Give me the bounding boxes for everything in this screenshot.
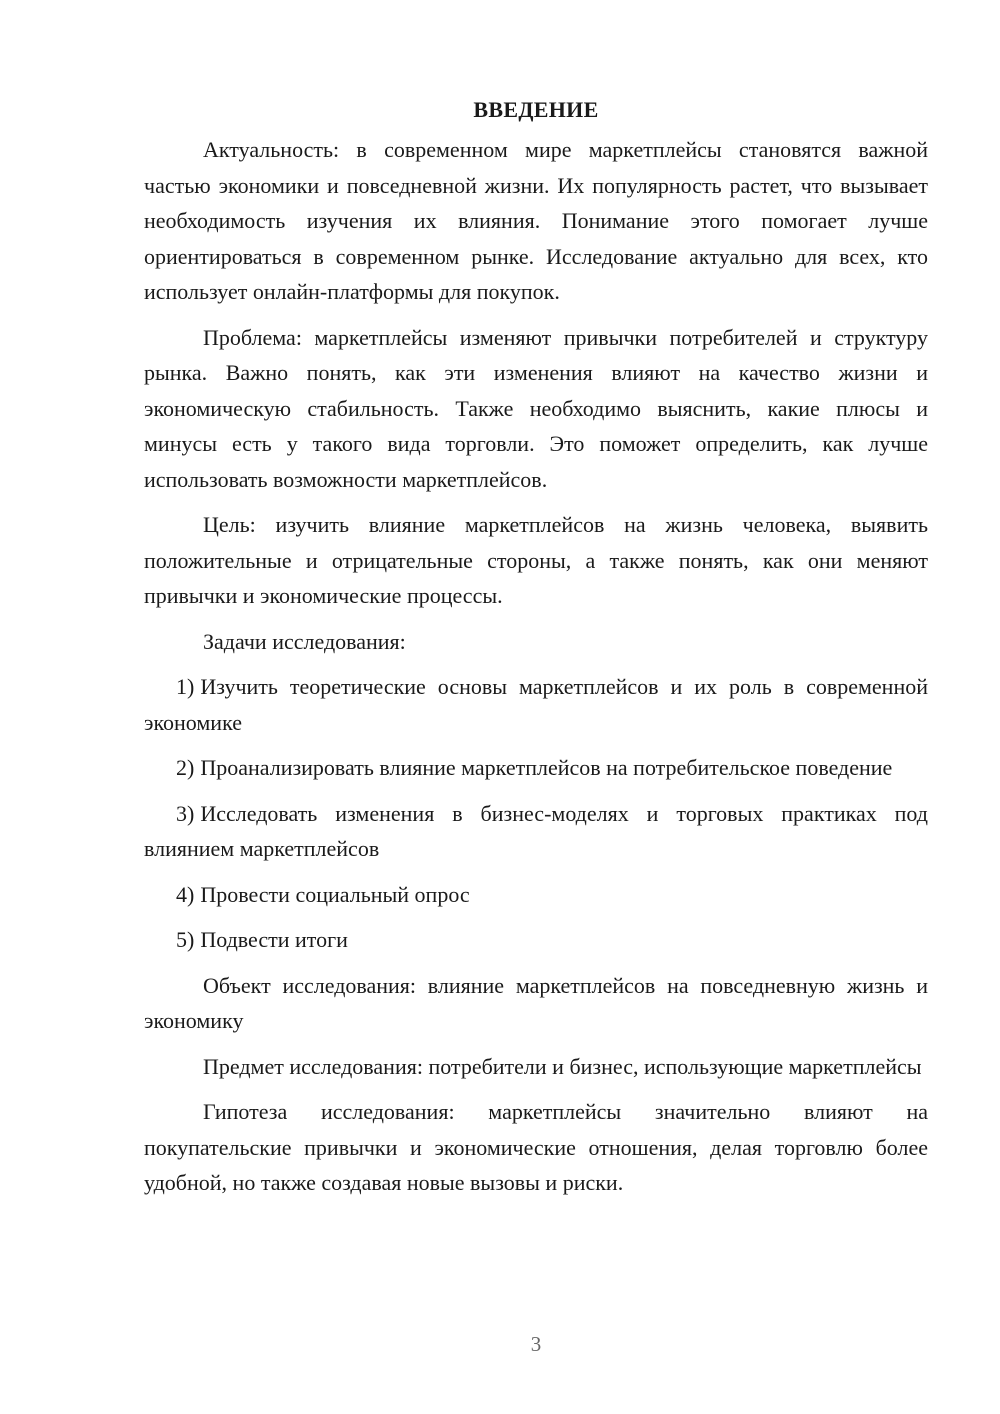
section-heading: ВВЕДЕНИЕ bbox=[473, 97, 599, 122]
list-item-text: Изучить теоретические основы маркетплейсов и их роль в современной экономике bbox=[144, 674, 928, 735]
list-item bbox=[144, 750, 928, 786]
list-item-text: Исследовать изменения в бизнес-моделях и торговых практиках под влиянием маркетплейсов bbox=[144, 800, 928, 861]
list-item bbox=[144, 877, 928, 913]
hypothesis-paragraph: Гипотеза исследования: маркетплейсы значительно влияют на покупательские привычки и экономические отношения, делая торговлю более удобной, но также создавая новые вызовы и риски. bbox=[144, 1099, 928, 1195]
list-item-text: Провести социальный опрос bbox=[200, 881, 470, 907]
list-item-number: 1) bbox=[176, 674, 195, 699]
list-item-text: Подвести итоги bbox=[200, 927, 348, 952]
list-item-number: 4) bbox=[176, 881, 195, 907]
list-item bbox=[144, 669, 928, 740]
list-item bbox=[144, 796, 928, 867]
list-item-number: 5) bbox=[176, 927, 195, 952]
list-item-text: Проанализировать влияние маркетплейсов на потребительское поведение bbox=[200, 755, 893, 780]
document-page bbox=[144, 92, 928, 1211]
page-number: 3 bbox=[530, 1332, 542, 1356]
list-item-number: 2) bbox=[176, 755, 195, 780]
relevance-paragraph: Актуальность: в современном мире маркетплейсы становятся важной частью экономики и повседневной жизни. Их популярность растет, что вызывает необходимость изучения их влияния. Понимание этого помогает лучше ориентироваться в современном рынке. Исследование актуально для всех, кто использует онлайн-платформы для покупок. bbox=[144, 137, 928, 304]
problem-paragraph: Проблема: маркетплейсы изменяют привычки потребителей и структуру рынка. Важно понять, как эти изменения влияют на качество жизни и экономическую стабильность. Также необходимо выяснить, какие плюсы и минусы есть у такого вида торговли. Это поможет определить, как лучше использовать возможности маркетплейсов. bbox=[144, 324, 928, 492]
object-paragraph: Объект исследования: влияние маркетплейсов на повседневную жизнь и экономику bbox=[144, 972, 928, 1033]
subject-paragraph: Предмет исследования: потребители и бизнес, использующие маркетплейсы bbox=[203, 1053, 922, 1079]
tasks-list bbox=[144, 669, 928, 958]
tasks-title: Задачи исследования: bbox=[203, 628, 406, 654]
list-item bbox=[144, 922, 928, 958]
list-item-number: 3) bbox=[176, 800, 195, 826]
goal-paragraph: Цель: изучить влияние маркетплейсов на жизнь человека, выявить положительные и отрицательные стороны, а также понять, как они меняют привычки и экономические процессы. bbox=[144, 512, 928, 608]
